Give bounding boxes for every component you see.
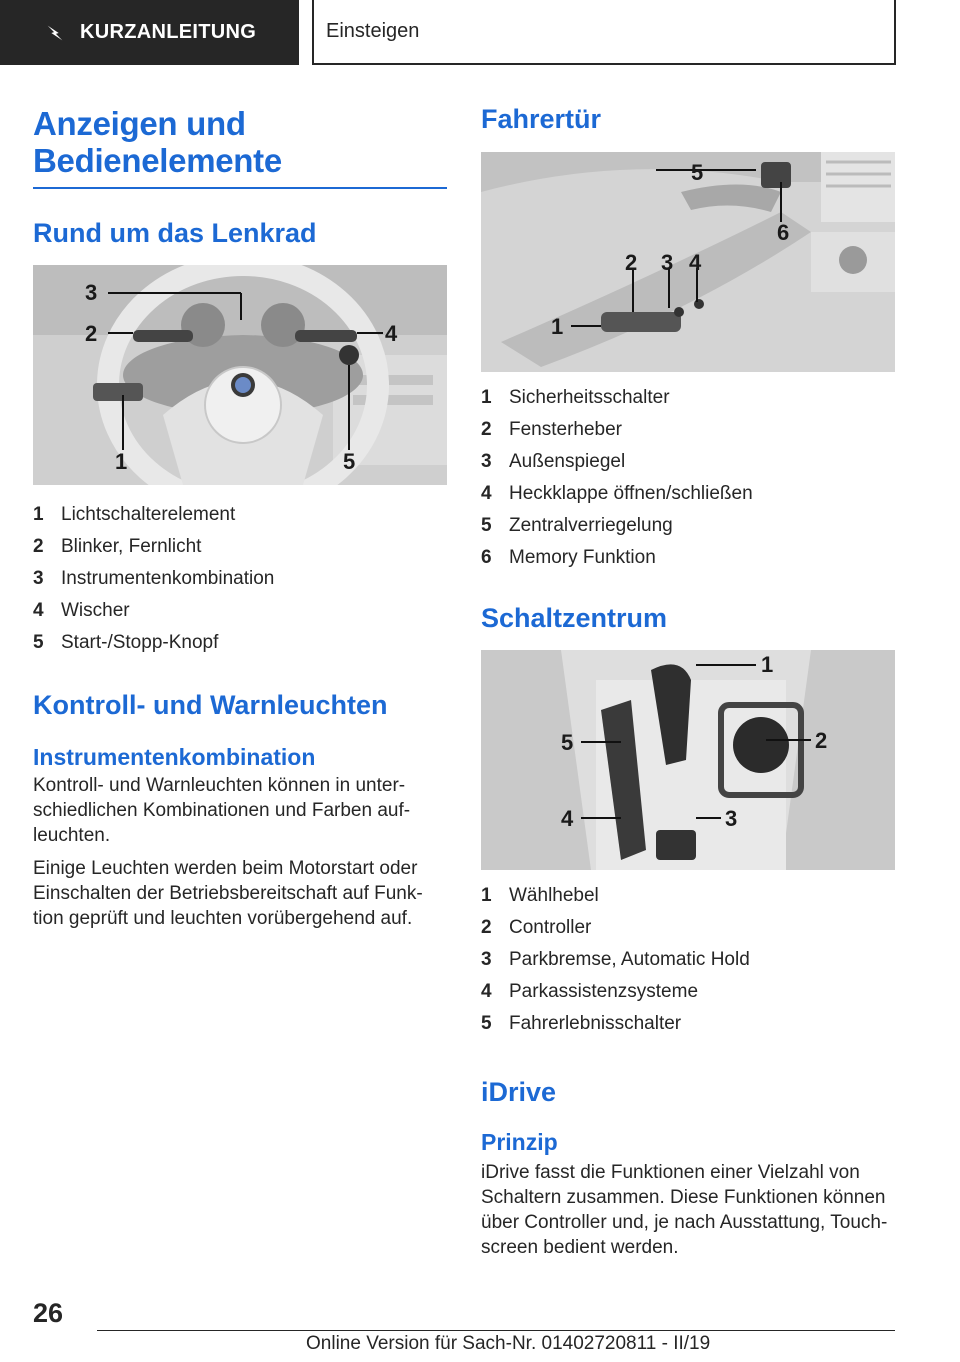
callout-2: 2 <box>85 321 98 346</box>
footer-divider <box>97 1330 895 1331</box>
list-item: 3 Instrumentenkombination <box>33 568 275 589</box>
callout-4: 4 <box>689 250 702 275</box>
callout-4: 4 <box>561 806 574 831</box>
instrument-cluster-heading: Instrumentenkombination <box>33 744 316 770</box>
list-item: 3 Parkbremse, Automatic Hold <box>481 949 750 970</box>
driver-door-illustration <box>481 152 895 372</box>
callout-1: 1 <box>115 449 128 474</box>
quick-guide-tab[interactable] <box>0 0 299 65</box>
callout-6: 6 <box>777 220 790 245</box>
page-number: 26 <box>33 1298 64 1328</box>
list-item: 4 Parkassistenzsysteme <box>481 981 699 1002</box>
list-item: 1 Lichtschalterelement <box>33 504 236 525</box>
center-legend <box>481 880 895 1040</box>
driver-door-photo <box>481 152 895 372</box>
callout-5: 5 <box>343 449 356 474</box>
right-column <box>481 100 895 1260</box>
page-title: Anzeigen und Bedienelemente <box>33 100 447 189</box>
quick-guide-label: KURZANLEITUNG <box>80 21 257 43</box>
callout-2: 2 <box>815 728 828 753</box>
list-item: 5 Zentralverriegelung <box>481 515 673 536</box>
warning-paragraph-2: Einige Leuchten werden beim Motorstart oder Einschalten der Betriebsbereitschaft auf Funk-tion geprüft und leuchten vorübergehend auf. <box>33 858 423 929</box>
door-legend <box>481 382 895 574</box>
center-console-illustration <box>481 650 895 870</box>
list-item: 3 Außenspiegel <box>481 451 626 472</box>
list-item: 1 Wählhebel <box>481 885 599 906</box>
list-item: 5 Fahrerlebnisschalter <box>481 1013 682 1034</box>
callout-1: 1 <box>551 314 564 339</box>
list-item: 2 Fensterheber <box>481 419 623 440</box>
chapter-label: Einsteigen <box>326 20 420 42</box>
center-console-photo <box>481 650 895 870</box>
callout-2: 2 <box>625 250 638 275</box>
steering-wheel-illustration <box>33 265 447 485</box>
center-console-heading: Schaltzentrum <box>481 603 668 633</box>
principle-paragraph: iDrive fasst die Funktionen einer Vielzahl von Schaltern zusammen. Diese Funktionen können über Controller und, je nach Ausstattung, Touch-screen bedient werden. <box>481 1162 888 1258</box>
callout-3: 3 <box>661 250 674 275</box>
list-item: 2 Controller <box>481 917 592 938</box>
list-item: 4 Heckklappe öffnen/schließen <box>481 483 753 504</box>
callout-3: 3 <box>85 280 98 305</box>
callout-1: 1 <box>761 652 774 677</box>
steering-heading: Rund um das Lenkrad <box>33 218 317 248</box>
callout-5: 5 <box>691 160 704 185</box>
warning-paragraph-1: Kontroll- und Warnleuchten können in unter-schiedlichen Kombinationen und Farben auf-leuchten. <box>33 775 411 846</box>
list-item: 6 Memory Funktion <box>481 547 656 568</box>
list-item: 2 Blinker, Fernlicht <box>33 536 202 557</box>
chapter-tab[interactable] <box>312 0 896 65</box>
list-item: 1 Sicherheitsschalter <box>481 387 670 408</box>
left-column <box>33 100 447 931</box>
principle-heading: Prinzip <box>481 1129 558 1155</box>
steering-legend <box>33 499 447 659</box>
online-version-note: Online Version für Sach-Nr. 01402720811 - II/19 <box>306 1333 711 1354</box>
warning-lights-heading: Kontroll- und Warnleuchten <box>33 690 388 720</box>
list-item: 5 Start-/Stopp-Knopf <box>33 632 219 653</box>
callout-5: 5 <box>561 730 574 755</box>
list-item: 4 Wischer <box>33 600 130 621</box>
lightning-icon <box>44 22 66 44</box>
driver-door-heading: Fahrertür <box>481 104 602 134</box>
callout-4: 4 <box>385 321 398 346</box>
idrive-heading: iDrive <box>481 1077 557 1107</box>
steering-wheel-photo <box>33 265 447 485</box>
callout-3: 3 <box>725 806 738 831</box>
